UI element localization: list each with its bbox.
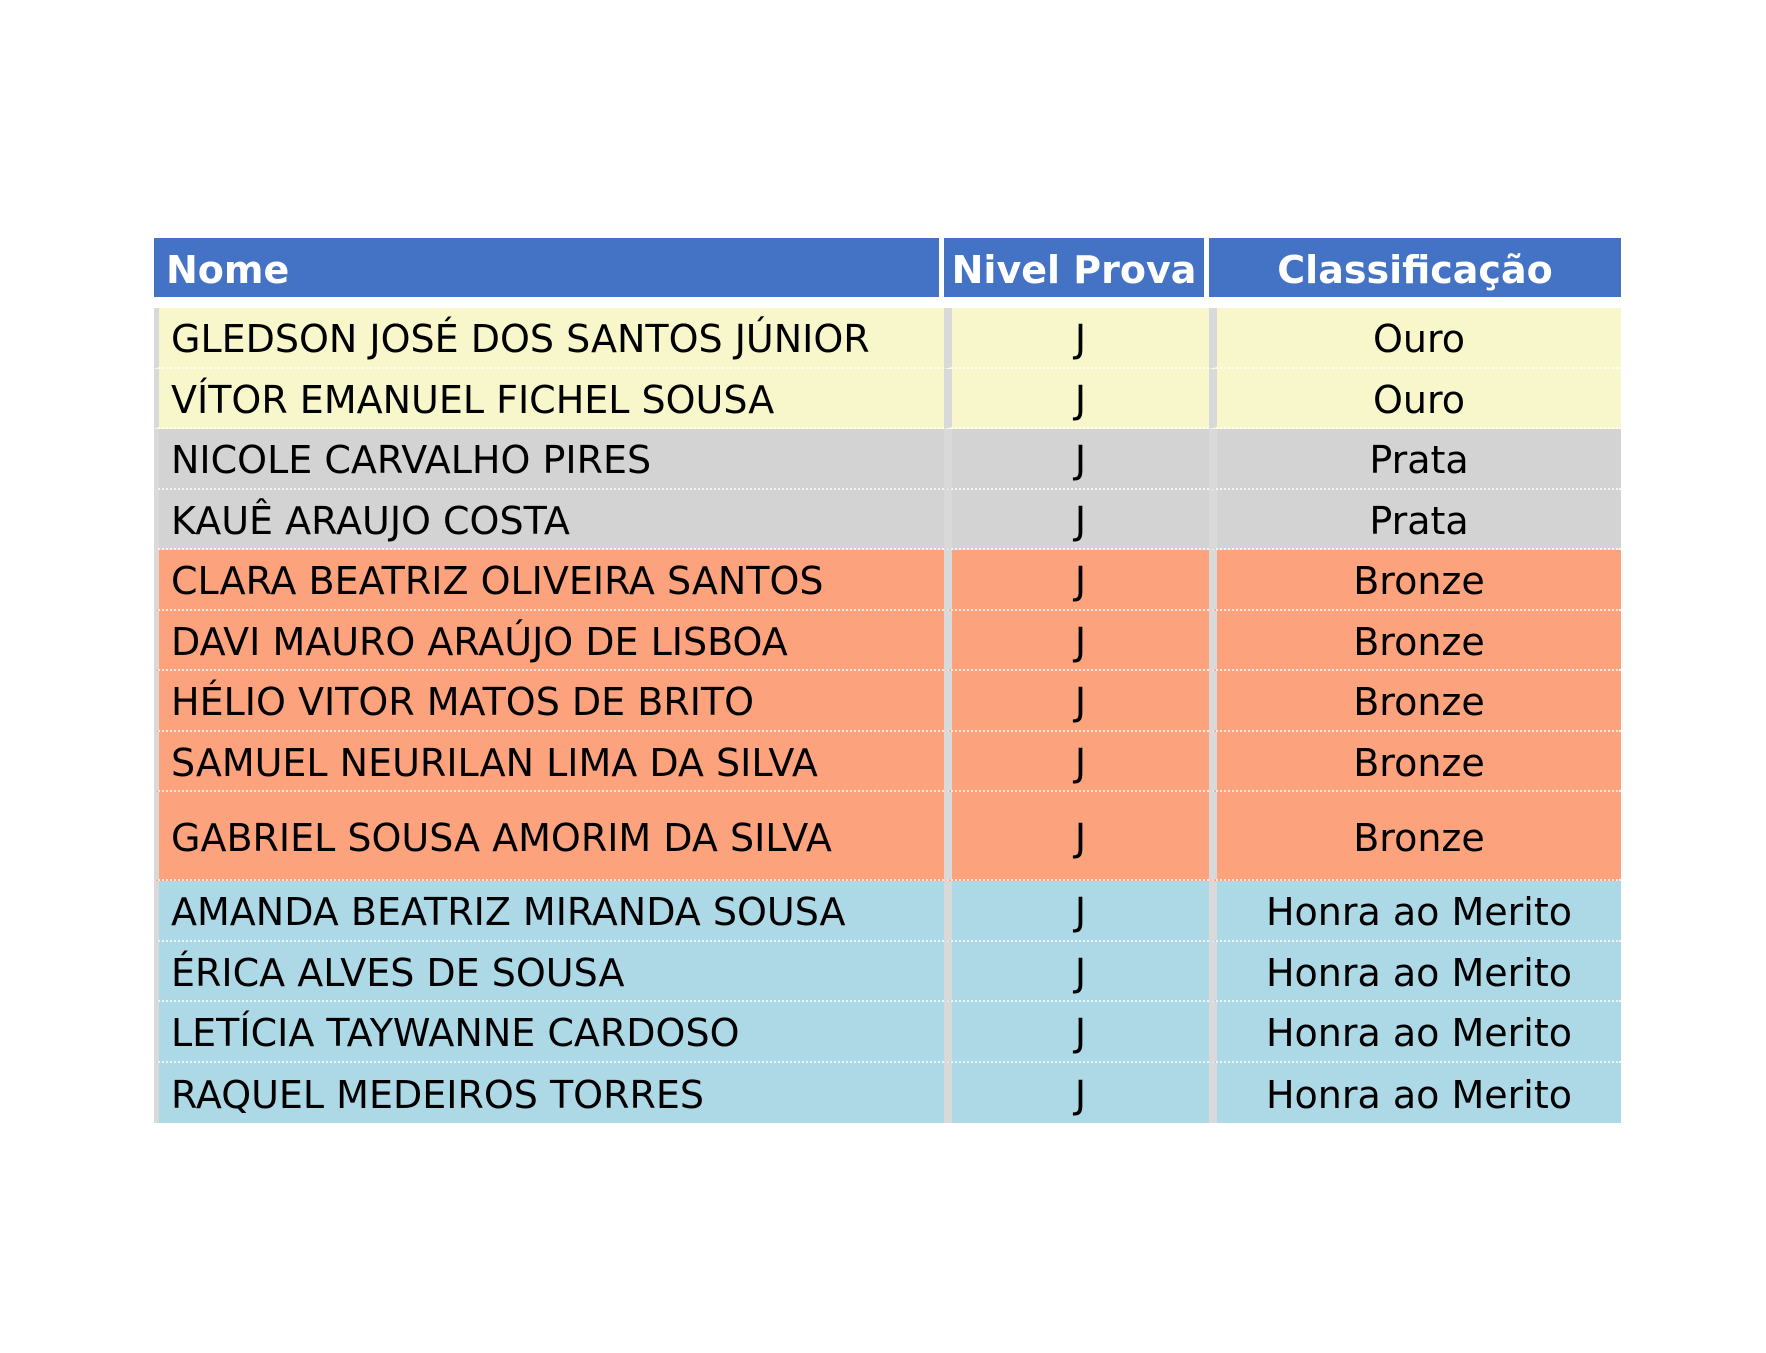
table-row bbox=[154, 550, 1621, 611]
table-row bbox=[154, 308, 1621, 369]
table-row bbox=[154, 1063, 1621, 1124]
cell-nome: CLARA BEATRIZ OLIVEIRA SANTOS bbox=[154, 550, 944, 611]
header-spacer bbox=[154, 297, 1621, 308]
cell-nome: VÍTOR EMANUEL FICHEL SOUSA bbox=[154, 369, 944, 430]
header-nome: Nome bbox=[154, 238, 944, 297]
cell-nome: KAUÊ ARAUJO COSTA bbox=[154, 490, 944, 551]
cell-nivel: J bbox=[944, 369, 1209, 430]
cell-nivel: J bbox=[944, 671, 1209, 732]
cell-classificacao: Ouro bbox=[1209, 308, 1621, 369]
cell-nivel: J bbox=[944, 1063, 1209, 1124]
table-row bbox=[154, 490, 1621, 551]
cell-nivel: J bbox=[944, 942, 1209, 1003]
cell-classificacao: Honra ao Merito bbox=[1209, 1002, 1621, 1063]
table-row bbox=[154, 942, 1621, 1003]
results-table bbox=[154, 238, 1621, 1123]
cell-nome: DAVI MAURO ARAÚJO DE LISBOA bbox=[154, 611, 944, 672]
table-header bbox=[154, 238, 1621, 297]
cell-nome: GABRIEL SOUSA AMORIM DA SILVA bbox=[154, 792, 944, 881]
cell-nivel: J bbox=[944, 792, 1209, 881]
cell-classificacao: Prata bbox=[1209, 490, 1621, 551]
cell-nome: RAQUEL MEDEIROS TORRES bbox=[154, 1063, 944, 1124]
cell-nome: GLEDSON JOSÉ DOS SANTOS JÚNIOR bbox=[154, 308, 944, 369]
table-row bbox=[154, 369, 1621, 430]
cell-classificacao: Bronze bbox=[1209, 732, 1621, 793]
cell-nivel: J bbox=[944, 611, 1209, 672]
table-row bbox=[154, 429, 1621, 490]
header-classificacao: Classificação bbox=[1209, 238, 1621, 297]
cell-nome: SAMUEL NEURILAN LIMA DA SILVA bbox=[154, 732, 944, 793]
cell-classificacao: Bronze bbox=[1209, 671, 1621, 732]
header-nivel-prova: Nivel Prova bbox=[944, 238, 1209, 297]
cell-nome: LETÍCIA TAYWANNE CARDOSO bbox=[154, 1002, 944, 1063]
table-row bbox=[154, 1002, 1621, 1063]
cell-nivel: J bbox=[944, 308, 1209, 369]
cell-nome: HÉLIO VITOR MATOS DE BRITO bbox=[154, 671, 944, 732]
cell-nivel: J bbox=[944, 490, 1209, 551]
table-row bbox=[154, 881, 1621, 942]
cell-classificacao: Prata bbox=[1209, 429, 1621, 490]
cell-nome: NICOLE CARVALHO PIRES bbox=[154, 429, 944, 490]
cell-classificacao: Bronze bbox=[1209, 611, 1621, 672]
table-row bbox=[154, 732, 1621, 793]
cell-classificacao: Bronze bbox=[1209, 792, 1621, 881]
cell-nome: ÉRICA ALVES DE SOUSA bbox=[154, 942, 944, 1003]
cell-nivel: J bbox=[944, 732, 1209, 793]
cell-nome: AMANDA BEATRIZ MIRANDA SOUSA bbox=[154, 881, 944, 942]
cell-classificacao: Bronze bbox=[1209, 550, 1621, 611]
cell-nivel: J bbox=[944, 881, 1209, 942]
cell-classificacao: Ouro bbox=[1209, 369, 1621, 430]
cell-classificacao: Honra ao Merito bbox=[1209, 942, 1621, 1003]
table-row bbox=[154, 792, 1621, 881]
cell-nivel: J bbox=[944, 550, 1209, 611]
cell-nivel: J bbox=[944, 429, 1209, 490]
cell-nivel: J bbox=[944, 1002, 1209, 1063]
cell-classificacao: Honra ao Merito bbox=[1209, 1063, 1621, 1124]
cell-classificacao: Honra ao Merito bbox=[1209, 881, 1621, 942]
table-row bbox=[154, 611, 1621, 672]
table-row bbox=[154, 671, 1621, 732]
